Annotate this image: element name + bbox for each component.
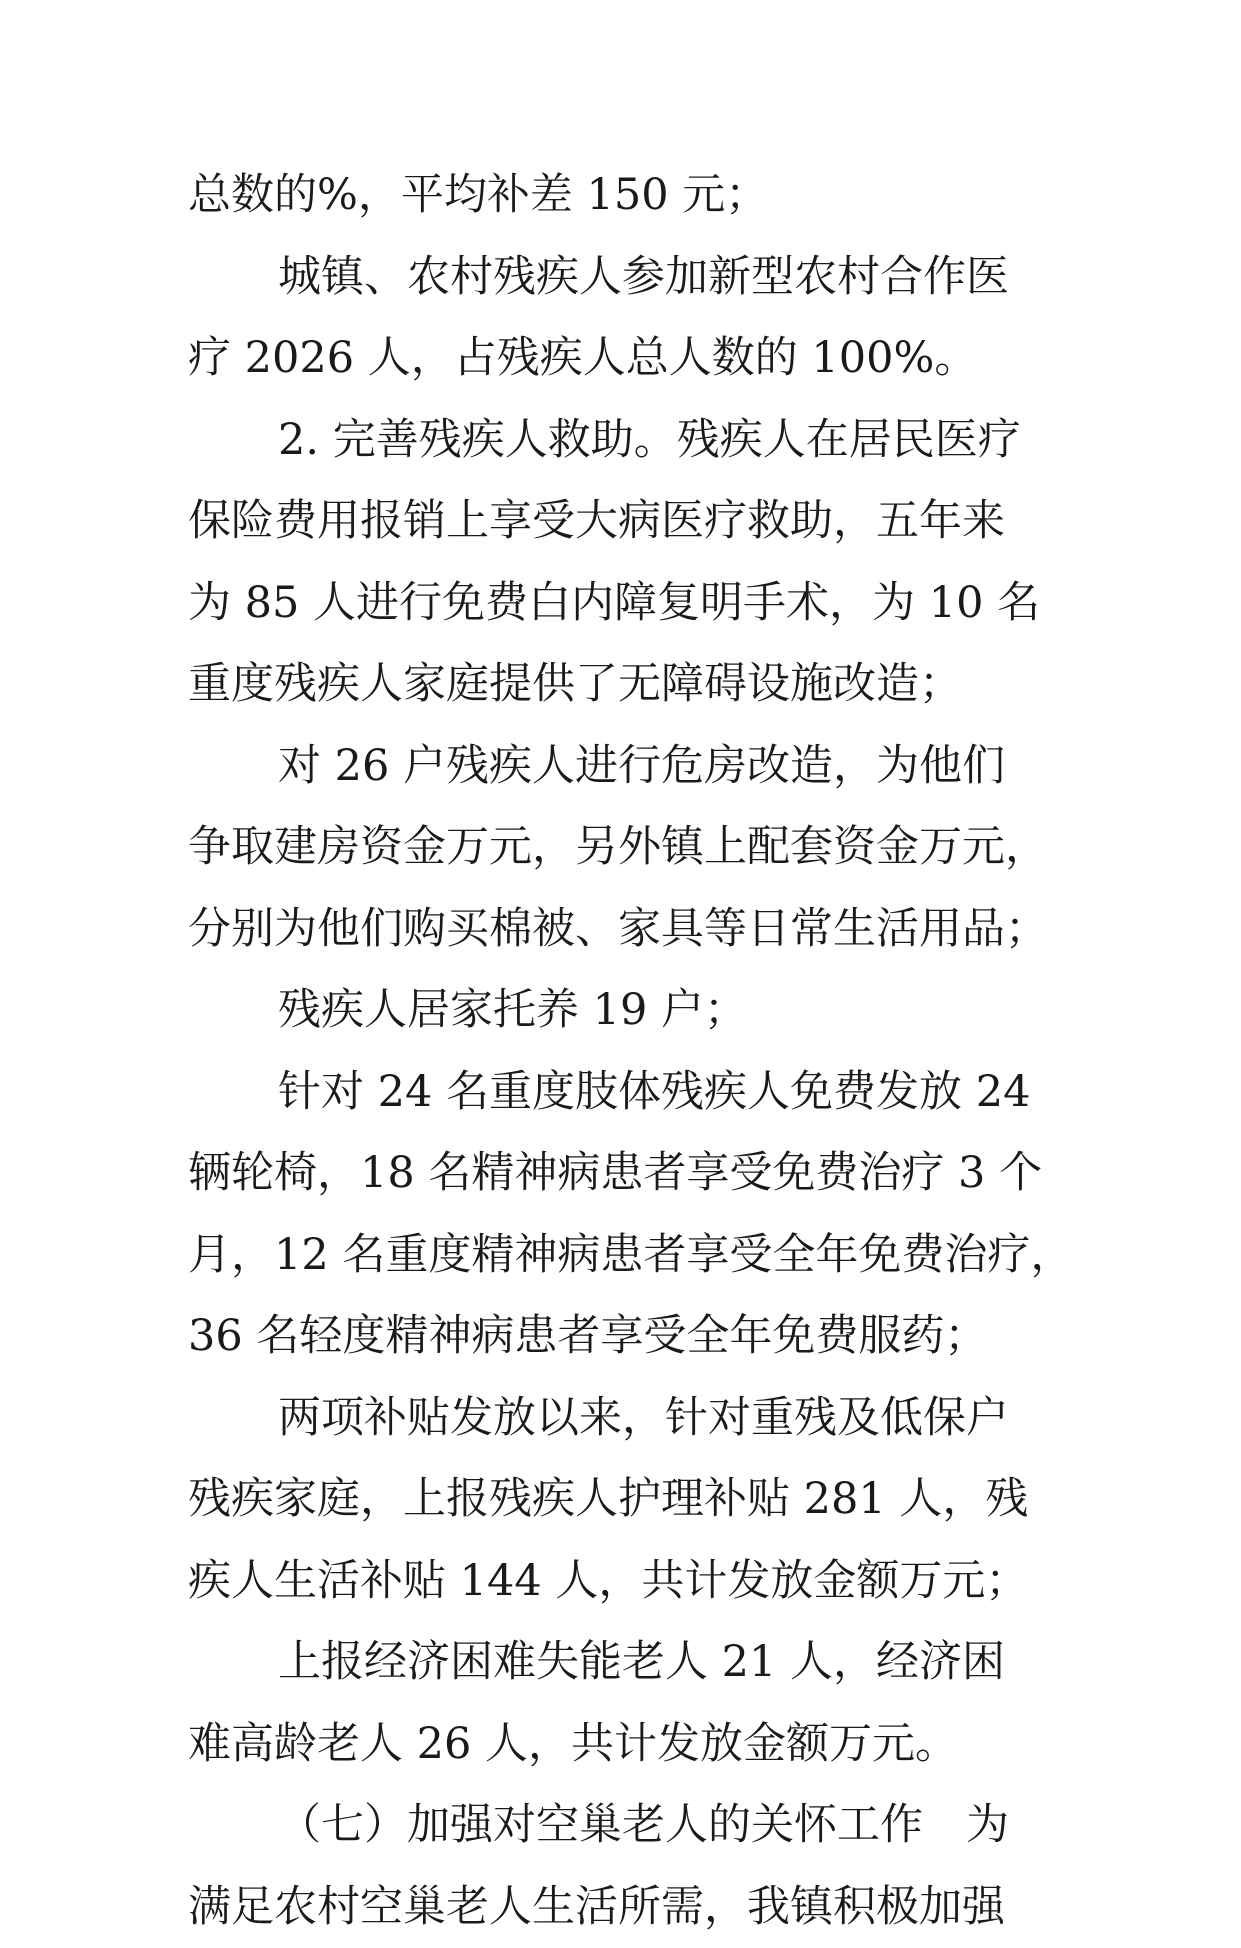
text-line: 残疾人居家托养 19 户； <box>188 970 1068 1052</box>
text-line: 辆轮椅，18 名精神病患者享受免费治疗 3 个 <box>188 1133 1068 1215</box>
text-line: 争取建房资金万元，另外镇上配套资金万元， <box>188 807 1068 889</box>
text-line: （七）加强对空巢老人的关怀工作 为 <box>188 1785 1068 1867</box>
text-line: 总数的%，平均补差 150 元； <box>188 155 1068 237</box>
text-line: 残疾家庭，上报残疾人护理补贴 281 人，残 <box>188 1459 1068 1541</box>
text-line: 2. 完善残疾人救助。残疾人在居民医疗 <box>188 400 1068 482</box>
text-line: 保险费用报销上享受大病医疗救助，五年来 <box>188 481 1068 563</box>
text-line: 月，12 名重度精神病患者享受全年免费治疗， <box>188 1215 1068 1297</box>
text-line: 分别为他们购买棉被、家具等日常生活用品； <box>188 889 1068 971</box>
text-line: 两项补贴发放以来，针对重残及低保户 <box>188 1378 1068 1460</box>
text-line: 36 名轻度精神病患者享受全年免费服药； <box>188 1296 1068 1378</box>
document-body <box>188 155 1068 1948</box>
text-line: 难高龄老人 26 人，共计发放金额万元。 <box>188 1704 1068 1786</box>
text-line: 城镇、农村残疾人参加新型农村合作医 <box>188 237 1068 319</box>
text-line: 满足农村空巢老人生活所需，我镇积极加强 <box>188 1867 1068 1948</box>
text-line: 为 85 人进行免费白内障复明手术，为 10 名 <box>188 563 1068 645</box>
text-line: 上报经济困难失能老人 21 人，经济困 <box>188 1622 1068 1704</box>
text-line: 针对 24 名重度肢体残疾人免费发放 24 <box>188 1052 1068 1134</box>
text-line: 对 26 户残疾人进行危房改造，为他们 <box>188 726 1068 808</box>
text-line: 重度残疾人家庭提供了无障碍设施改造； <box>188 644 1068 726</box>
text-line: 疗 2026 人，占残疾人总人数的 100%。 <box>188 318 1068 400</box>
text-line: 疾人生活补贴 144 人，共计发放金额万元； <box>188 1541 1068 1623</box>
